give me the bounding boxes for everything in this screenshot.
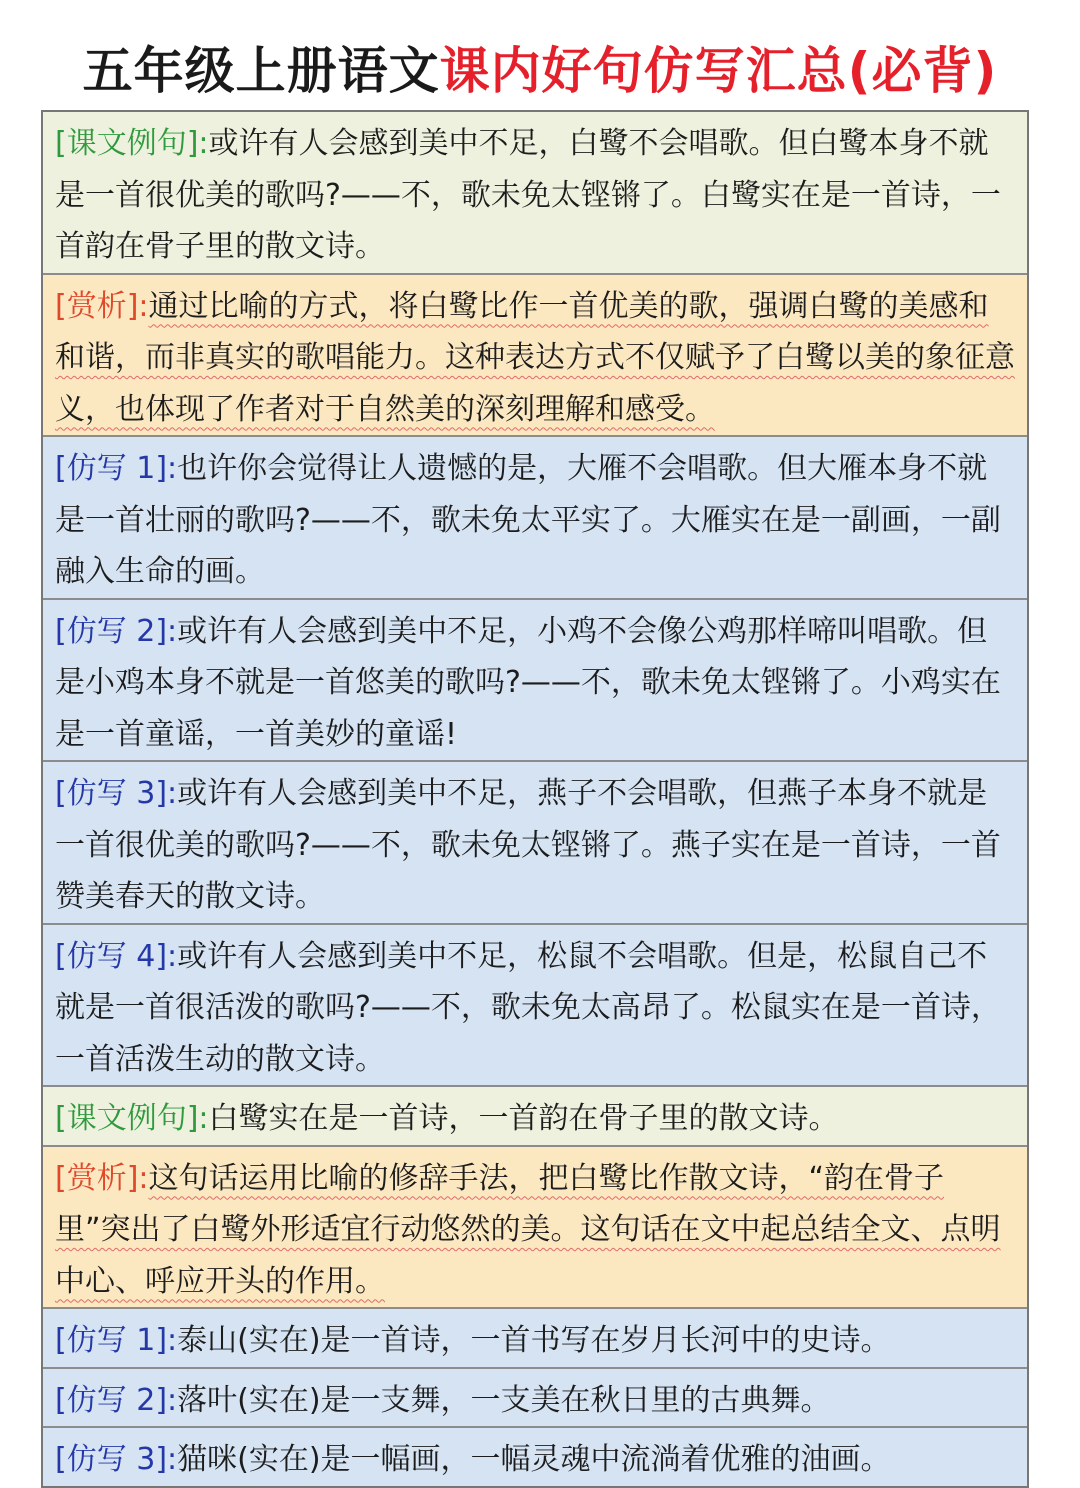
page-title — [0, 38, 1080, 104]
row-tag: [仿写 2]: — [55, 613, 178, 649]
row-analysis — [43, 275, 1027, 438]
row-imitate — [43, 925, 1027, 1088]
row-tag: [课文例句]: — [55, 1101, 209, 1136]
row-tag: [仿写 4]: — [55, 938, 178, 974]
row-tag: [仿写 2]: — [55, 1382, 178, 1418]
row-text: 或许有人会感到美中不足，小鸡不会像公鸡那样啼叫唱歌。但是小鸡本身不就是一首悠美的歌吗?——不，歌未免太铿锵了。小鸡实在是一首童谣，一首美妙的童谣! — [55, 613, 1001, 752]
row-text: 落叶(实在)是一支舞，一支美在秋日里的古典舞。 — [177, 1382, 831, 1418]
row-tag: [仿写 1]: — [55, 1323, 178, 1358]
row-imitate — [43, 600, 1027, 763]
row-example — [43, 112, 1027, 275]
row-text: 或许有人会感到美中不足，松鼠不会唱歌。但是，松鼠自己不就是一首很活泼的歌吗?——不，歌未免太高昂了。松鼠实在是一首诗，一首活泼生动的散文诗。 — [55, 938, 1001, 1077]
row-text: 白鹭实在是一首诗，一首韵在骨子里的散文诗。 — [208, 1101, 839, 1136]
row-text: 通过比喻的方式，将白鹭比作一首优美的歌，强调白鹭的美感和和谐，而非真实的歌唱能力。这种表达方式不仅赋予了白鹭以美的象征意义，也体现了作者对于自然美的深刻理解和感受。 — [55, 288, 1015, 427]
row-imitate — [43, 762, 1027, 925]
row-imitate — [43, 1369, 1027, 1429]
row-text: 或许有人会感到美中不足，燕子不会唱歌，但燕子本身不就是一首很优美的歌吗?——不，歌未免太铿锵了。燕子实在是一首诗，一首赞美春天的散文诗。 — [55, 776, 1001, 914]
row-text: 猫咪(实在)是一幅画，一幅灵魂中流淌着优雅的油画。 — [177, 1442, 891, 1477]
row-imitate — [43, 437, 1027, 600]
row-tag: [赏析]: — [55, 288, 149, 324]
row-tag: [仿写 3]: — [55, 776, 178, 811]
row-analysis — [43, 1147, 1027, 1310]
row-text: 也许你会觉得让人遗憾的是，大雁不会唱歌。但大雁本身不就是一首壮丽的歌吗?——不，歌未免太平实了。大雁实在是一副画，一副融入生命的画。 — [55, 451, 1001, 589]
row-tag: [课文例句]: — [55, 126, 209, 161]
row-text: 这句话运用比喻的修辞手法，把白鹭比作散文诗，“韵在骨子里”突出了白鹭外形适宜行动悠然的美。这句话在文中起总结全文、点明中心、呼应开头的作用。 — [55, 1160, 1001, 1299]
row-tag: [仿写 3]: — [55, 1442, 178, 1477]
title-black-part: 五年级上册语文 — [82, 42, 440, 100]
row-text: 泰山(实在)是一首诗，一首书写在岁月长河中的史诗。 — [177, 1323, 891, 1358]
row-imitate — [43, 1309, 1027, 1369]
row-tag: [仿写 1]: — [55, 451, 178, 486]
sentence-table — [41, 110, 1029, 1488]
row-tag: [赏析]: — [55, 1160, 149, 1196]
title-red-part: 课内好句仿写汇总(必背) — [439, 42, 998, 100]
row-imitate — [43, 1428, 1027, 1486]
row-text: 或许有人会感到美中不足，白鹭不会唱歌。但白鹭本身不就是一首很优美的歌吗?——不，歌未免太铿锵了。白鹭实在是一首诗，一首韵在骨子里的散文诗。 — [55, 126, 1001, 264]
row-example — [43, 1087, 1027, 1147]
